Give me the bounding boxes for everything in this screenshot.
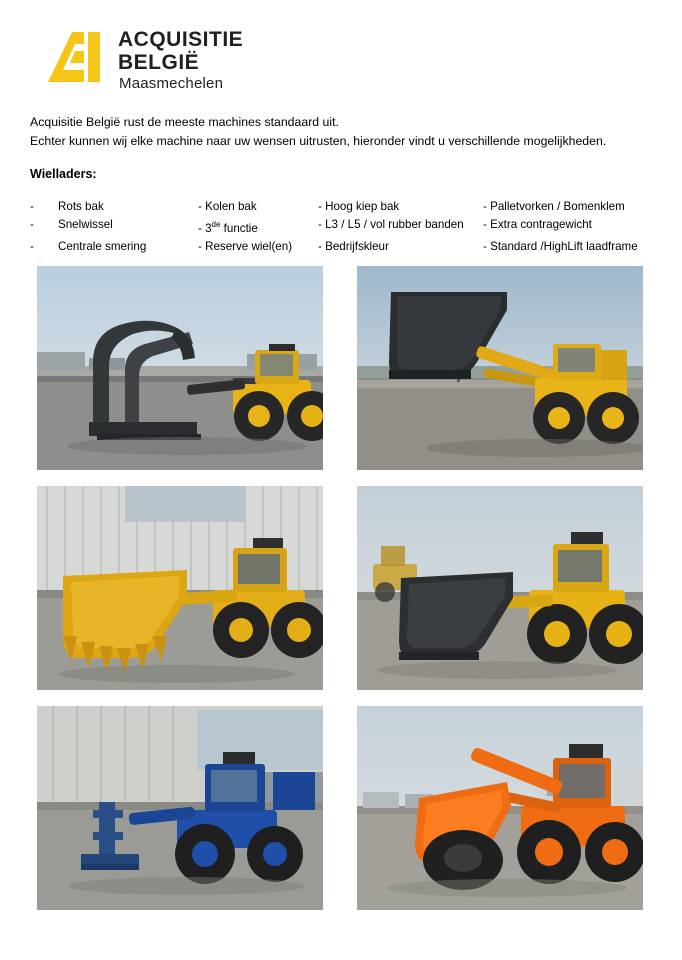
gallery-photo-3 <box>37 486 323 690</box>
option-cell: - Palletvorken / Bomenklem <box>483 200 625 213</box>
option-cell: - L3 / L5 / vol rubber banden <box>318 218 464 231</box>
option-cell-superscript <box>198 216 318 238</box>
section-title: Wielladers: <box>30 167 97 181</box>
logo-mark-icon <box>44 26 106 88</box>
gallery-photo-6 <box>357 706 643 910</box>
option-cell-sup: de <box>211 220 221 229</box>
company-logo <box>44 26 243 93</box>
gallery-photo-5 <box>37 706 323 910</box>
row-dash: - <box>30 218 34 231</box>
logo-line-3: Maasmechelen <box>119 75 224 92</box>
gallery-photo-1 <box>37 266 323 470</box>
intro-line-2: Echter kunnen wij elke machine naar uw wensen uitrusten, hieronder vindt u verschillende mogelijkheden. <box>30 134 607 148</box>
option-cell: - Kolen bak <box>198 200 257 213</box>
intro-paragraph <box>30 113 660 151</box>
intro-line-1: Acquisitie België rust de meeste machines standaard uit. <box>30 115 339 129</box>
photo-gallery <box>37 266 645 910</box>
table-row <box>30 198 670 216</box>
logo-line-1: ACQUISITIE <box>118 28 244 51</box>
table-row <box>30 216 670 238</box>
gallery-photo-4 <box>357 486 643 690</box>
row-dash: - <box>30 239 34 253</box>
logo-line-2: BELGIË <box>118 51 200 74</box>
options-table <box>30 198 670 256</box>
option-cell: Centrale smering <box>58 239 147 253</box>
option-cell: - Extra contragewicht <box>483 218 592 231</box>
table-row <box>30 238 670 256</box>
option-cell: Snelwissel <box>58 218 113 231</box>
option-cell: Rots bak <box>58 200 104 213</box>
option-cell: - Standard /HighLift laadframe <box>483 239 638 253</box>
option-cell: - Hoog kiep bak <box>318 200 400 213</box>
option-cell: - Bedrijfskleur <box>318 239 389 253</box>
option-cell-pre: - 3 <box>198 221 212 235</box>
row-dash: - <box>30 200 34 213</box>
option-cell-post: functie <box>220 221 258 235</box>
option-cell: - Reserve wiel(en) <box>198 239 293 253</box>
gallery-photo-2 <box>357 266 643 470</box>
